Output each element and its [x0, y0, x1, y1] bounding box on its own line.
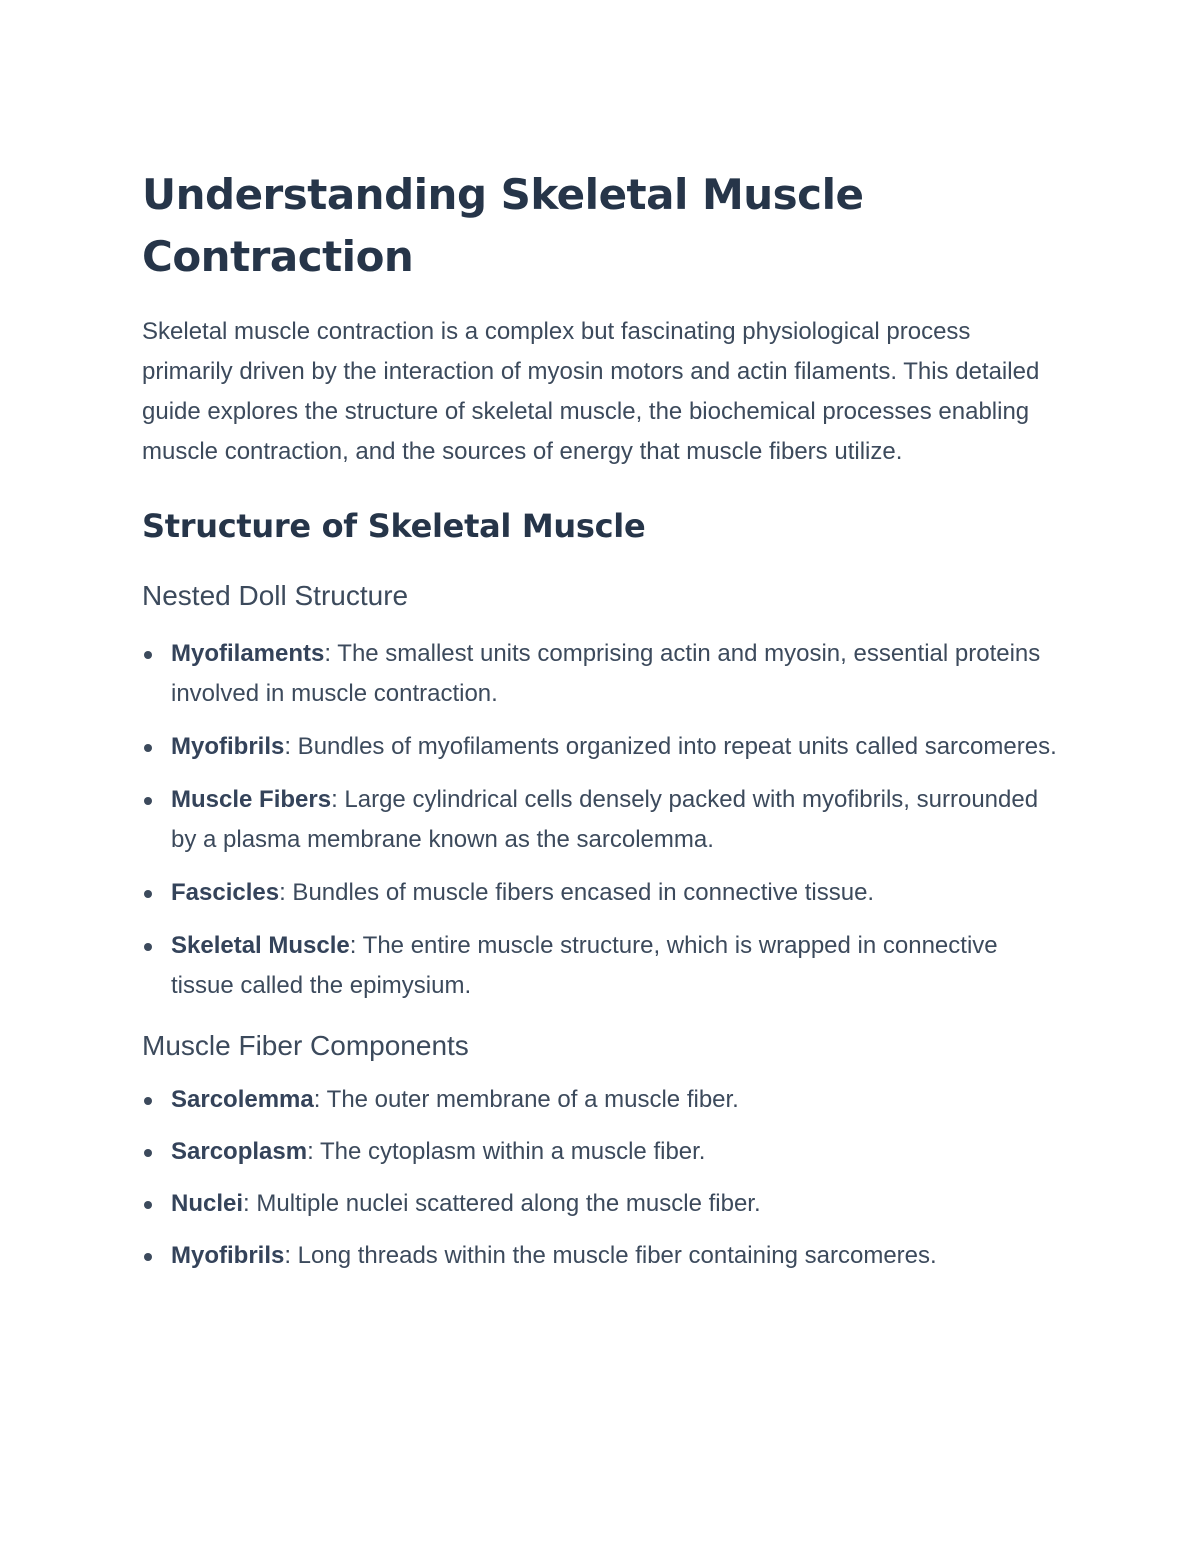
list-item	[142, 727, 1062, 767]
list-item-term: Skeletal Muscle	[171, 932, 350, 959]
subsection-heading-nested-doll: Nested Doll Structure	[142, 580, 409, 611]
list-item-term: Muscle Fibers	[171, 786, 332, 813]
list-item	[142, 1080, 1062, 1120]
list-item	[142, 926, 1062, 1006]
list-item-term: Nuclei	[171, 1190, 244, 1217]
list-item-text: : The outer membrane of a muscle fiber.	[313, 1086, 739, 1113]
list-item-term: Myofibrils	[171, 1242, 285, 1269]
list-item	[142, 634, 1062, 714]
list-item-text: : Large cylindrical cells densely packed with myofibrils, surrounded by a plasma membrane known as the sarcolemma.	[171, 786, 1039, 853]
list-item-term: Sarcoplasm	[171, 1138, 308, 1165]
list-item-text: : The smallest units comprising actin and myosin, essential proteins involved in muscle contraction.	[171, 640, 1041, 707]
bullet-icon	[144, 890, 152, 898]
document-page	[142, 164, 1062, 1288]
list-item	[142, 1132, 1062, 1172]
bullet-icon	[144, 1149, 152, 1157]
list-item-text: : The entire muscle structure, which is wrapped in connective tissue called the epimysium.	[171, 932, 998, 999]
list-item-text: : Bundles of myofilaments organized into repeat units called sarcomeres.	[284, 733, 1057, 760]
list-item	[142, 1236, 1062, 1276]
nested-doll-list	[142, 634, 1062, 1006]
intro-paragraph: Skeletal muscle contraction is a complex but fascinating physiological process primarily driven by the interaction of myosin motors and actin filaments. This detailed guide explores the structure of skeletal muscle, the biochemical processes enabling muscle contraction, and the sources of energy that muscle fibers utilize.	[142, 318, 1040, 465]
list-item	[142, 873, 1062, 913]
list-item-term: Myofibrils	[171, 733, 285, 760]
fiber-components-list	[142, 1080, 1062, 1276]
section-heading: Structure of Skeletal Muscle	[142, 507, 646, 545]
list-item-term: Sarcolemma	[171, 1086, 314, 1113]
bullet-icon	[144, 744, 152, 752]
list-item-text: : Bundles of muscle fibers encased in connective tissue.	[279, 879, 875, 906]
bullet-icon	[144, 651, 152, 659]
list-item-term: Fascicles	[171, 879, 280, 906]
bullet-icon	[144, 1253, 152, 1261]
list-item	[142, 780, 1062, 860]
list-item-text: : Multiple nuclei scattered along the muscle fiber.	[243, 1190, 761, 1217]
page-title: Understanding Skeletal Muscle Contraction	[142, 170, 864, 281]
list-item-text: : Long threads within the muscle fiber containing sarcomeres.	[284, 1242, 937, 1269]
list-item	[142, 1184, 1062, 1224]
list-item-text: : The cytoplasm within a muscle fiber.	[307, 1138, 706, 1165]
list-item-term: Myofilaments	[171, 640, 325, 667]
bullet-icon	[144, 797, 152, 805]
subsection-heading-fiber-components: Muscle Fiber Components	[142, 1030, 469, 1061]
bullet-icon	[144, 943, 152, 951]
bullet-icon	[144, 1097, 152, 1105]
bullet-icon	[144, 1201, 152, 1209]
